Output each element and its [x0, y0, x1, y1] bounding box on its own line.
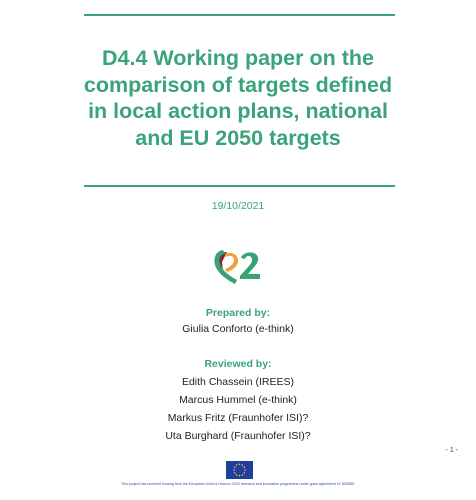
reviewer-name: Uta Burghard (Fraunhofer ISI)?: [165, 430, 311, 442]
reviewer-name: Edith Chassein (IREES): [181, 376, 295, 388]
title-line: in local action plans, national: [88, 99, 388, 123]
prepared-by-label: Prepared by:: [205, 307, 271, 319]
page-number: - 1 -: [445, 447, 458, 454]
eu-flag-icon: [226, 461, 253, 479]
document-title: [60, 45, 416, 151]
project-logo-icon: [213, 246, 267, 286]
title-line: D4.4 Working paper on the: [102, 46, 374, 70]
reviewed-by-label: Reviewed by:: [204, 358, 272, 370]
bottom-divider: [84, 185, 395, 187]
title-line: and EU 2050 targets: [135, 125, 341, 150]
preparer-name: Giulia Conforto (e-think): [182, 323, 294, 335]
document-date: 19/10/2021: [211, 200, 265, 212]
funding-note: This project has received funding from the European Union's Horizon 2020 research and innovation programme under grant agreement N° 892560.: [120, 482, 356, 486]
reviewer-name: Markus Fritz (Fraunhofer ISI)?: [167, 412, 309, 424]
reviewer-name: Marcus Hummel (e-think): [179, 394, 297, 406]
top-divider: [84, 14, 395, 16]
title-line: comparison of targets defined: [83, 72, 393, 97]
